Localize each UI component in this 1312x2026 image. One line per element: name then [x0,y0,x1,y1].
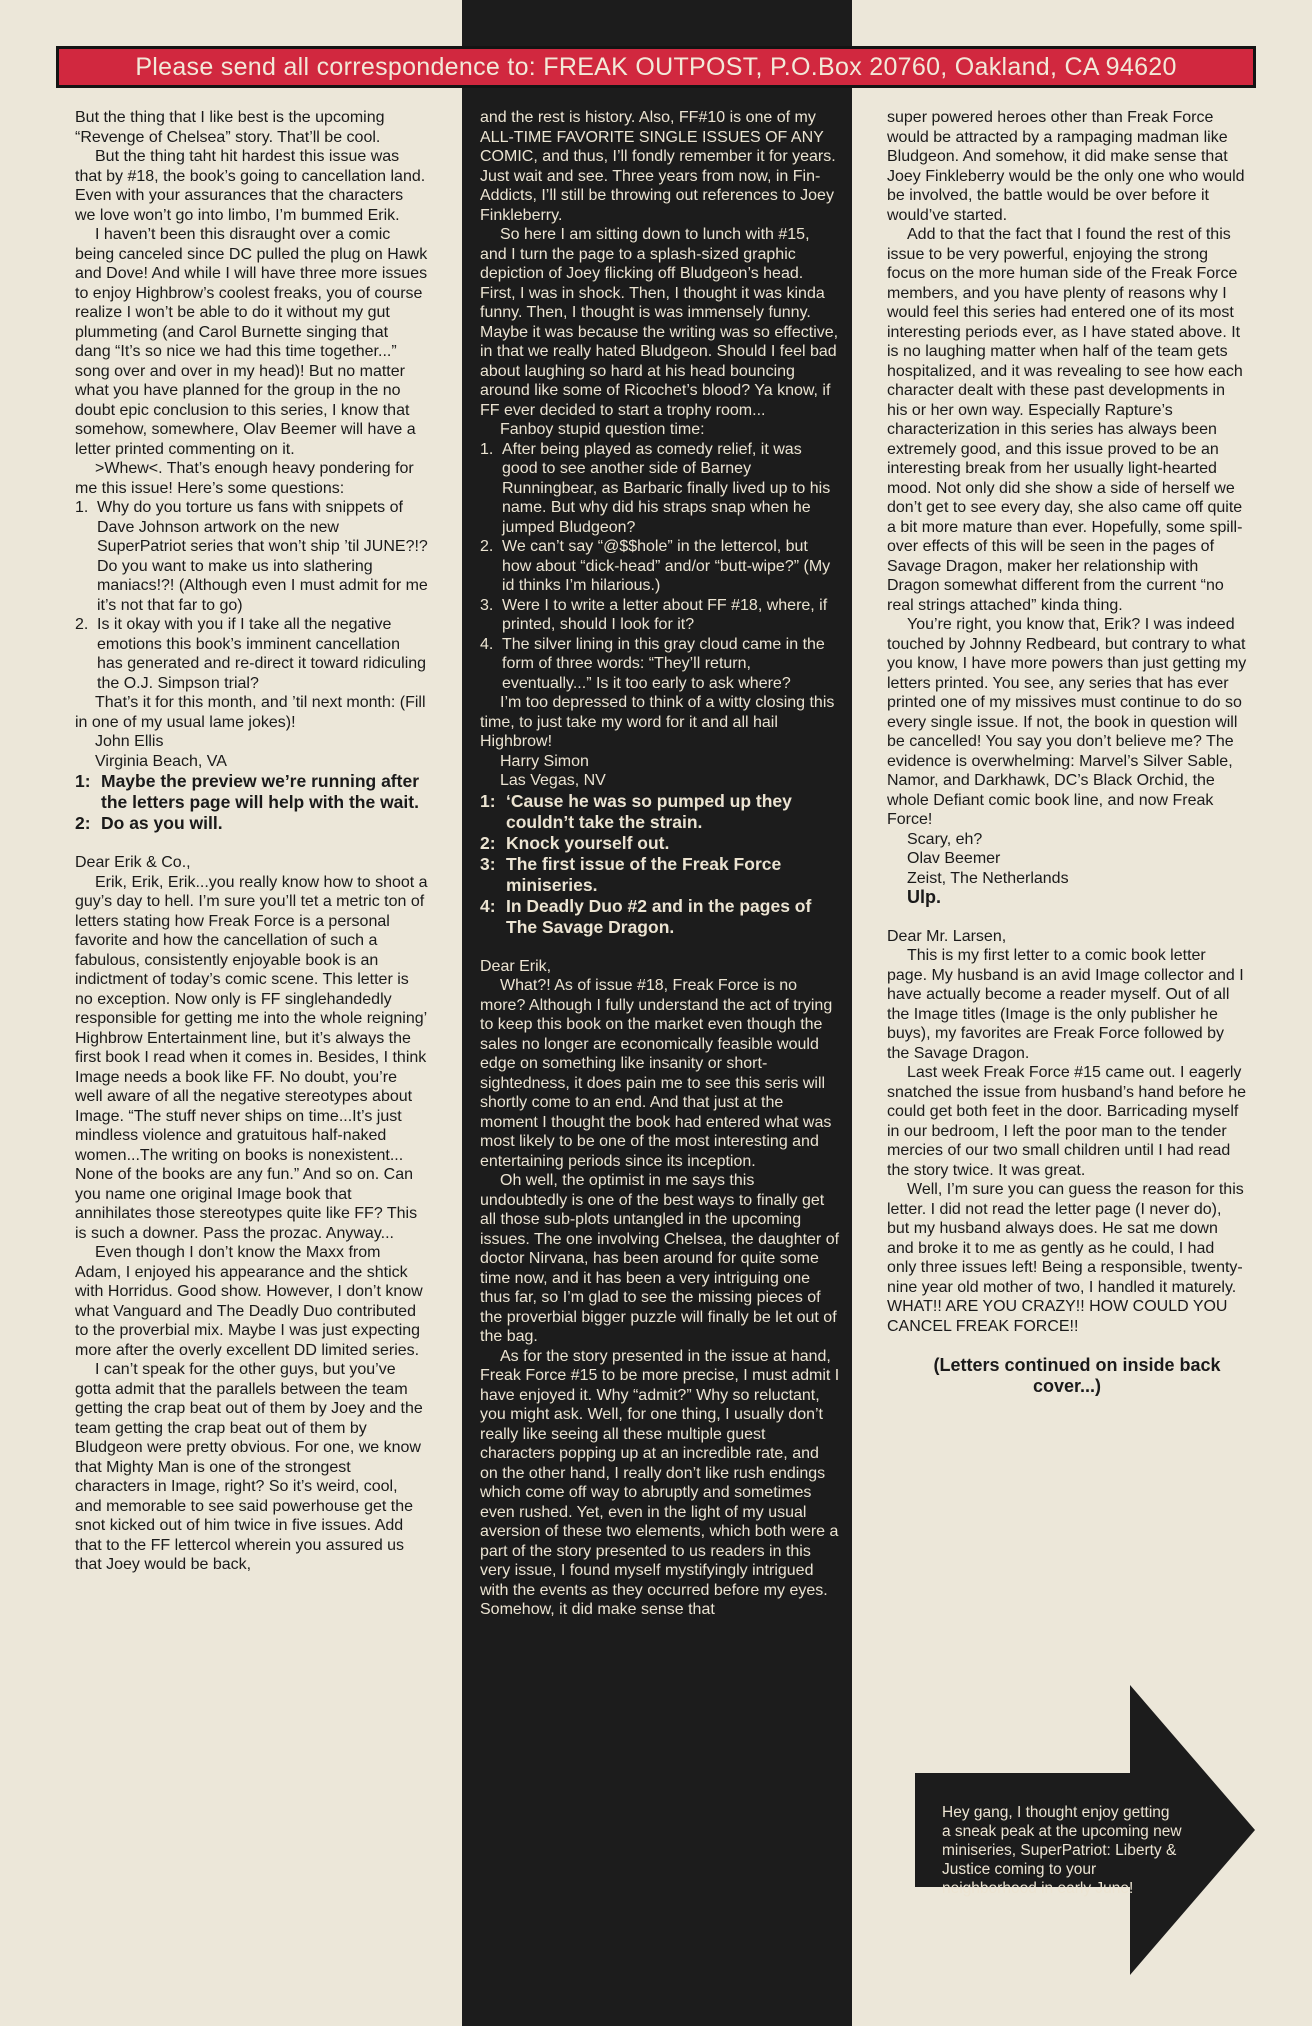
letter-salutation: Dear Erik, [480,957,552,975]
question-list [480,440,840,694]
question-item: 4. The silver lining in this gray cloud came in the form of three words: “They’ll return, eventually...” Is it too early to ask where? [480,635,825,692]
editor-answers [75,771,428,834]
letter-paragraph: I’m too depressed to think of a witty closing this time, to just take my word for it and all hail Highbrow! [480,694,835,750]
signature-name: Harry Simon [500,752,589,770]
question-list [75,498,428,693]
signature-place: Zeist, The Netherlands [907,869,1069,887]
letter-paragraph: Fanboy stupid question time: [500,421,705,438]
signature-place: Las Vegas, NV [500,772,606,789]
signature-name: Olav Beemer [907,850,1001,867]
letter-paragraph: Last week Freak Force #15 came out. I eagerly snatched the issue from husband’s hand before he could get both feet in the door. Barricading myself in our bedroom, I left the poor man to the tender mercies of our two small children until I had read the story twice. It was great. [887,1064,1247,1179]
letter-salutation: Dear Erik & Co., [75,854,191,871]
answer-item: 3: The first issue of the Freak Force miniseries. [480,853,782,895]
letter-salutation: Dear Mr. Larsen, [887,927,1007,945]
left-column [75,108,428,1575]
letter-paragraph: >Whew<. That’s enough heavy pondering for me this issue! Here’s some questions: [75,460,414,497]
answer-item: 2: Do as you will. [75,813,223,833]
question-item: 1. After being played as comedy relief, it was good to see another side of Barney Runningbear, as Barbaric finally lived up to his name. But why did his straps snap when he jumped Bludgeon? [480,440,831,536]
letter-paragraph: What?! As of issue #18, Freak Force is no more? Although I fully understand the act of trying to keep this book on the market even though the sales no longer are economically feasible would edge on something like insanity or short-sightedness, it does pain me to see this seris will shortly come to an end. And that just at the moment I thought the book had entered what was most likely to be one of the most interesting and entertaining periods since its inception. [480,977,833,1170]
signature-name: John Ellis [95,733,164,750]
continued-notice: (Letters continued on inside back cover...) [933,1355,1221,1396]
letter-paragraph: Add to that the fact that I found the rest of this issue to be very powerful, enjoying the strong focus on the more human side of the Freak Force members, and you have plenty of reasons why I would feel this series had entered one of its most interesting periods ever, as I have stated above. It is no laughing matter when half of the team gets hospitalized, and it was revealing to see how each character dealt with these past developments in his or her own way. Especially Rapture’s characterization in this series has always been extremely good, and this issue proved to be an interesting break from her usually light-hearted mood. Not only did she show a side of herself we don’t get to see every day, she also came off quite a bit more mature than ever. Hopefully, some spill-over effects of this will be seen in the pages of Savage Dragon, maker her relationship with Dragon somewhat different from the current “no real strings attached” kinda thing. [887,226,1243,614]
question-item: 2. Is it okay with you if I take all the negative emotions this book’s imminent cancellation has generated and re-direct it toward ridiculing the O.J. Simpson trial? [75,616,427,692]
middle-column [480,108,840,1620]
answer-item: 4: In Deadly Duo #2 and in the pages of The Savage Dragon. [480,895,812,937]
letter-paragraph: This is my first letter to a comic book letter page. My husband is an avid Image collector and I have actually become a reader myself. Out of all the Image titles (Image is the only publisher he buys), my favorites are Freak Force followed by the Savage Dragon. [887,947,1244,1062]
letter-paragraph: Erik, Erik, Erik...you really know how to shoot a guy’s day to hell. I’m sure you’ll tet a metric ton of letters stating how Freak Force is a personal favorite and how the cancellation of such a fabulous, consistently enjoyable book is an indictment of today’s comic scene. This letter is no exception. Now only is FF singlehandedly responsible for getting me into the whole reigning’ Highbrow Entertainment line, but it’s always the first book I read when it comes in. Besides, I think Image needs a book like FF. No doubt, you’re well aware of all the negative stereotypes about Image. “The stuff never ships on time...It’s just mindless violence and gratuitous half-naked women...The writing on books is nonexistent... None of the books are any fun.” And so on. Can you name one original Image book that annihilates those stereotypes quite like FF? This is such a downer. Pass the prozac. Anyway... [75,873,428,1242]
answer-item: 1: ‘Cause he was so pumped up they couldn’t take the strain. [480,790,792,832]
letter-paragraph: You’re right, you know that, Erik? I was indeed touched by Johnny Redbeard, but contrary to what you know, I have more powers than just getting my letters printed. You see, any series that has ever printed one of my missives must continue to do so every single issue. If not, the book in question will be cancelled! You say you don’t believe me? The evidence is overwhelming: Marvel’s Silver Sable, Namor, and Darkhawk, DC’s Black Orchid, the whole Defiant comic book line, and now Freak Force! [887,616,1247,828]
letter-paragraph: Well, I’m sure you can guess the reason for this letter. I did not read the letter page (I never do), but my husband always does. He sat me down and broke it to me as gently as he could, I had only three issues left! Being a responsible, twenty-nine year old mother of two, I handled it maturely. WHAT!! ARE YOU CRAZY!! HOW COULD YOU CANCEL FREAK FORCE!! [887,1181,1244,1335]
signature-place: Virginia Beach, VA [95,752,227,770]
banner-text: Please send all correspondence to: FREAK OUTPOST, P.O.Box 20760, Oakland, CA 94620 [135,52,1177,81]
preview-arrow-text: Hey gang, I thought enjoy getting a sneak peak at the upcoming new miniseries, SuperPatriot: Liberty & Justice coming to your neighborhood in early June! [942,1804,1182,1897]
letter-paragraph: That’s it for this month, and ’til next month: (Fill in one of my usual lame jokes)! [75,694,426,731]
letter-paragraph: Even though I don’t know the Maxx from Adam, I enjoyed his appearance and the shtick with Horridus. Good show. However, I don’t know what Vanguard and The Deadly Duo contributed to the proverbial mix. Maybe I was just expecting more after the overly excellent DD limited series. [75,1244,423,1359]
right-column [887,108,1247,1397]
editor-reply: Ulp. [907,887,941,907]
question-item: 1. Why do you torture us fans with snippets of Dave Johnson artwork on the new SuperPatriot series that won’t ship ’til JUNE?!? Do you want to make us into slathering maniacs!?! (Although even I must admit for me it’s not that far to go) [75,499,428,614]
letter-paragraph: super powered heroes other than Freak Force would be attracted by a rampaging madman like Bludgeon. And somehow, it did make sense that Joey Finkleberry would be the only one who would be involved, the battle would be over before it would’ve started. [887,109,1245,224]
letter-paragraph: and the rest is history. Also, FF#10 is one of my ALL-TIME FAVORITE SINGLE ISSUES OF ANY COMIC, and thus, I’ll fondly remember it for years. Just wait and see. Three years from now, in Fin-Addicts, I’ll still be throwing out references to Joey Finkleberry. [480,109,836,224]
letter-paragraph: I haven’t been this disraught over a comic being canceled since DC pulled the plug on Hawk and Dove! And while I will have three more issues to enjoy Highbrow’s coolest freaks, you of course realize I won’t be able to do it without my gut plummeting (and Carol Burnette singing that dang “It’s so nice we had this time together...” song over and over in my head)! But no matter what you have planned for the group in the no doubt epic conclusion to this series, I know that somehow, somewhere, Olav Beemer will have a letter printed commenting on it. [75,226,428,458]
letter-paragraph: Scary, eh? [907,830,983,848]
letter-paragraph: But the thing that I like best is the upcoming “Revenge of Chelsea” story. That’ll be cool. [75,109,385,146]
correspondence-banner [56,46,1256,88]
letter-paragraph: So here I am sitting down to lunch with #15, and I turn the page to a splash-sized graphic depiction of Joey flicking off Bludgeon’s head. First, I was in shock. Then, I thought it was kinda funny. Then, I thought is was immensely funny. Maybe it was because the writing was so effective, in that we really hated Bludgeon. Should I feel bad about laughing so hard at his head bouncing around like some of Ricochet’s blood? Ya know, if FF ever decided to start a trophy room... [480,226,839,419]
editor-answers [480,791,840,938]
answer-item: 1: Maybe the preview we’re running after the letters page will help with the wait. [75,771,419,812]
letter-paragraph: I can’t speak for the other guys, but you’ve gotta admit that the parallels between the team getting the crap beat out of them by Joey and the team getting the crap beat out of them by Bludgeon were pretty obvious. For one, we know that Mighty Man is one of the strongest characters in Image, right? So it’s weird, cool, and memorable to see said powerhouse get the snot kicked out of him twice in five issues. Add that to the FF lettercol wherein you assured us that Joey would be back, [75,1361,423,1573]
question-item: 3. Were I to write a letter about FF #18, where, if printed, should I look for it? [480,596,828,633]
answer-item: 2: Knock yourself out. [480,832,670,853]
letter-paragraph: But the thing taht hit hardest this issue was that by #18, the book’s going to cancellation land. Even with your assurances that the characters we love won’t go into limbo, I’m bummed Erik. [75,148,426,224]
question-item: 2. We can’t say “@$$hole” in the lettercol, but how about “dick-head” and/or “butt-wipe?” (My id thinks I’m hilarious.) [480,538,831,594]
letter-paragraph: As for the story presented in the issue at hand, Freak Force #15 to be more precise, I must admit I have enjoyed it. Why “admit?” Why so reluctant, you might ask. Well, for one thing, I usually don’t really like seeing all these multiple guest characters popping up at an incredible rate, and on the other hand, I really don’t like rush endings which come off way to abruptly and sometimes even rushed. Yet, even in the light of my usual aversion of these two elements, which both were a part of the story presented to us readers in this very issue, I found myself mystifyingly intrigued with the events as they occurred before my eyes. Somehow, it did make sense that [480,1347,840,1618]
letter-paragraph: Oh well, the optimist in me says this undoubtedly is one of the best ways to finally get all those sub-plots untangled in the upcoming issues. The one involving Chelsea, the daughter of doctor Nirvana, has been around for quite some time now, and it has been a very intriguing one thus far, so I’m glad to see the missing pieces of the proverbial bigger puzzle will finally be let out of the bag. [480,1172,840,1345]
